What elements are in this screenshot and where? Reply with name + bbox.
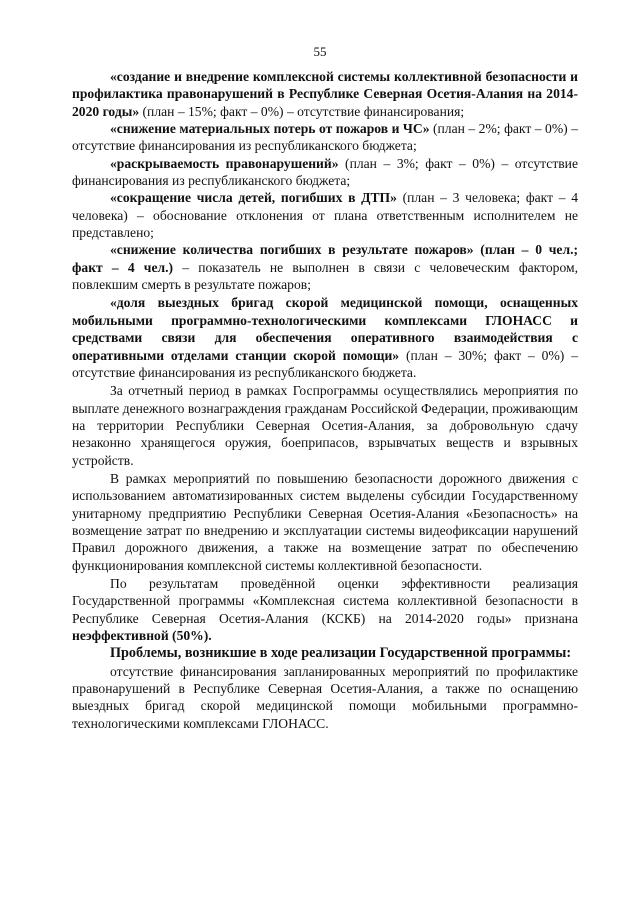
- indicator-name: «снижение материальных потерь от пожаров и ЧС»: [110, 121, 430, 137]
- indicator-name: «снижение количества погибших в результате пожаров» (план – 0 чел.; факт – 4 чел.): [72, 242, 578, 275]
- indicator-name: «сокращение числа детей, погибших в ДТП»: [110, 190, 397, 206]
- indicator-item: [72, 294, 578, 381]
- indicator-result: (план – 15%; факт – 0%) – отсутствие финансирования;: [139, 103, 465, 119]
- indicator-result: – показатель не выполнен в связи с человеческим фактором, повлекшим смерть в результате пожаров;: [72, 259, 578, 293]
- indicator-name: «создание и внедрение комплексной системы коллективной безопасности и профилактика правонарушений в Республике Северная Осетия-Алания на 2014-2020 годы»: [72, 69, 578, 119]
- indicator-item: [72, 189, 578, 241]
- page-number: 55: [313, 44, 327, 59]
- indicator-result: (план – 30%; факт – 0%) – отсутствие финансирования из республиканского бюджета.: [72, 347, 578, 380]
- page-content: [72, 68, 578, 732]
- conclusion-paragraph: [72, 575, 578, 644]
- indicator-item: [72, 68, 578, 120]
- indicator-item: [72, 241, 578, 293]
- problems-heading: Проблемы, возникшие в ходе реализации Государственной программы:: [110, 645, 572, 662]
- problems-paragraph: отсутствие финансирования запланированных мероприятий по профилактике правонарушений в Республике Северная Осетия-Алания, а также по оснащению выездных бригад скорой медицинской помощи мобильными программно-технологическими комплексами ГЛОНАСС.: [72, 663, 578, 731]
- indicator-item: [72, 155, 578, 190]
- indicator-result: (план – 3 человека; факт – 4 человека) – обоснование отклонения от плана ответственным исполнителем не представлено;: [72, 190, 578, 241]
- indicator-name: «доля выездных бригад скорой медицинской помощи, оснащенных мобильными программно-технологическими комплексами ГЛОНАСС и средствами связи для обеспечения оперативного взаимодействия с оперативными отделами станции скорой помощи»: [72, 295, 578, 363]
- conclusion-text: По результатам проведённой оценки эффективности реализация Государственной программы «Комплексная система коллективной безопасности в Республике Северная Осетия-Алания (КСКБ) на 2014-2020 годы» признана: [72, 575, 578, 626]
- indicator-result: (план – 2%; факт – 0%) – отсутствие финансирования из республиканского бюджета;: [72, 121, 578, 154]
- indicator-result: (план – 3%; факт – 0%) – отсутствие финансирования из республиканского бюджета;: [72, 155, 578, 189]
- body-paragraph: За отчетный период в рамках Госпрограммы осуществлялись мероприятия по выплате денежного вознаграждения гражданам Российской Федерации, проживающим на территории Республики Северная Осетия-Алания, за добровольную сдачу незаконно хранящегося оружия, боеприпасов, взрывчатых веществ и взрывных устройств.: [72, 383, 578, 468]
- body-paragraph: В рамках мероприятий по повышению безопасности дорожного движения с использованием автоматизированных систем выделены субсидии Государственному унитарному предприятию Республики Северная Осетия-Алания «Безопасность» на возмещение затрат по внедрению и эксплуатации системы видеофиксации нарушений Правил дорожного движения, а также на возмещение затрат по обеспечению функционирования комплексной системы коллективной безопасности.: [72, 470, 578, 573]
- indicator-item: [72, 120, 578, 155]
- indicator-name: «раскрываемость правонарушений»: [110, 155, 339, 171]
- conclusion-verdict: неэффективной (50%).: [72, 628, 212, 643]
